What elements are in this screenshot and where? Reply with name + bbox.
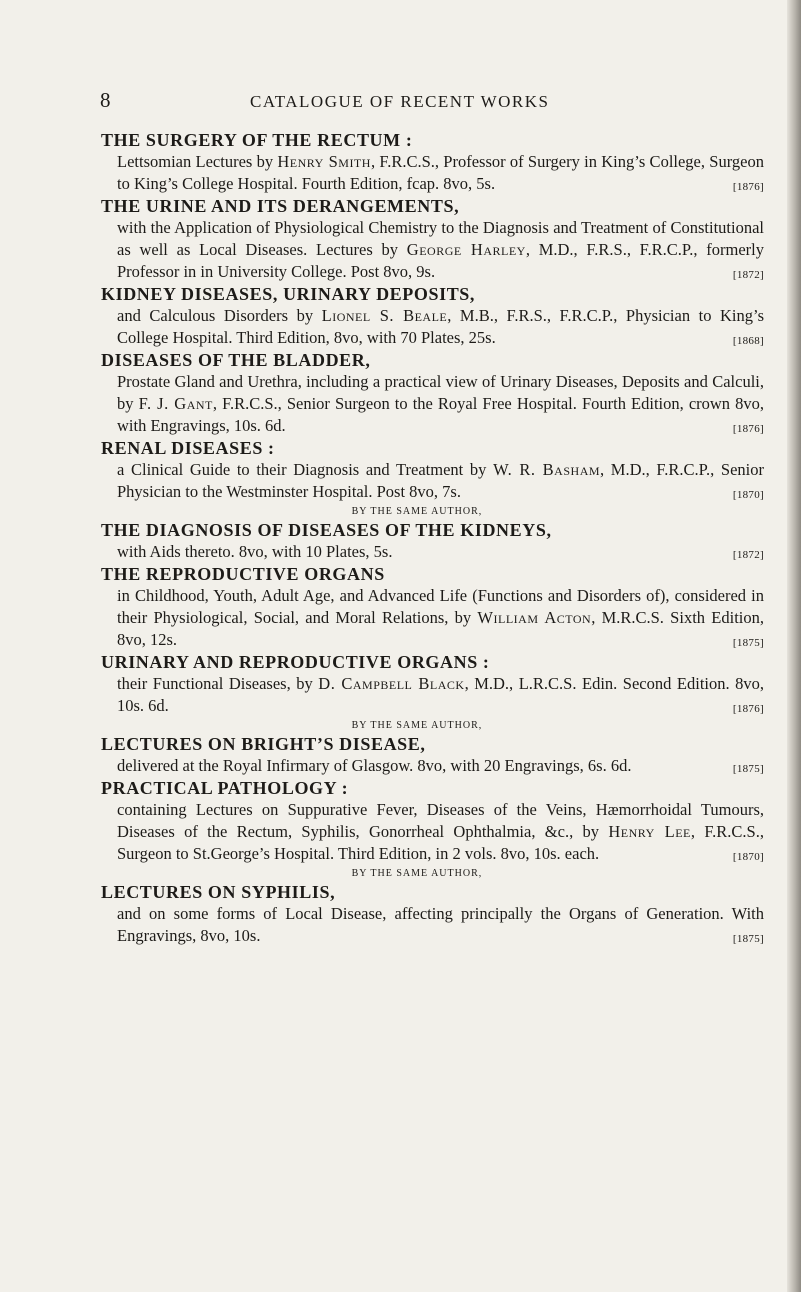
catalogue-entry (101, 777, 764, 865)
entry-author: George Harley (406, 240, 526, 259)
entry-text: containing Lectures on Suppurative Fever, Diseases of the Veins, Hæmorrhoidal Tumours, Diseases of the Rectum, Syphilis, Gonorrheal Ophthalmia, &c., by (117, 800, 764, 841)
entry-text-continued: , F.R.C.S., Senior Surgeon to the Royal Free Hospital. Fourth Edition, crown 8vo, with Engravings, 10s. 6d. (117, 394, 765, 435)
entry-title: THE URINE AND ITS DERANGEMENTS, (101, 196, 460, 216)
entry-text: with the Application of Physiological Chemistry to the Diagnosis and Treatment of Constitutional as well as Local Diseases. Lectures by (117, 218, 764, 259)
page-number: 8 (100, 88, 111, 112)
catalogue-entry (101, 563, 764, 651)
entry-text-continued: , M.D., L.R.C.S. Edin. Second Edition. 8vo, 10s. 6d. (117, 674, 765, 715)
running-header (0, 88, 801, 118)
entry-text: in Childhood, Youth, Adult Age, and Advanced Life (Functions and Disorders of), considered in their Physiological, Social, and Moral Relations, by (117, 586, 764, 627)
entry-year: [1875] (732, 933, 764, 945)
entry-author: D. Campbell Black (318, 674, 465, 693)
catalogue-list (101, 129, 764, 950)
entry-author: F. J. Gant (138, 394, 213, 413)
entry-description (101, 541, 764, 563)
catalogue-entry (101, 349, 764, 437)
entry-year: [1876] (732, 181, 764, 193)
entry-text-continued: , F.R.C.S., Professor of Surgery in King’s College, Surgeon to King’s College Hospital. Fourth Edition, fcap. 8vo, 5s. (117, 152, 764, 193)
entry-description (101, 673, 764, 717)
entry-title: THE REPRODUCTIVE ORGANS (101, 564, 385, 584)
catalogue-entry (101, 195, 764, 283)
entry-year: [1875] (732, 763, 764, 775)
entry-text: Prostate Gland and Urethra, including a practical view of Urinary Diseases, Deposits and Calculi, by (117, 372, 764, 413)
catalogue-entry (101, 283, 764, 349)
entry-description (101, 903, 764, 947)
entry-author: Henry Lee (608, 822, 691, 841)
entry-year: [1868] (732, 335, 764, 347)
entry-title: THE DIAGNOSIS OF DISEASES OF THE KIDNEYS, (101, 520, 552, 540)
catalogue-entry (101, 867, 764, 947)
same-author-byline: BY THE SAME AUTHOR, (351, 868, 483, 879)
catalogue-entry (101, 437, 764, 503)
entry-year: [1876] (732, 703, 764, 715)
catalogue-entry (101, 129, 764, 195)
catalogue-entry (101, 651, 764, 717)
entry-author: Henry Smith (277, 152, 371, 171)
entry-text: their Functional Diseases, by (117, 674, 319, 693)
entry-author: William Acton (477, 608, 592, 627)
entry-text-continued: , M.D., F.R.S., F.R.C.P., formerly Professor in in University College. Post 8vo, 9s. (117, 240, 764, 281)
entry-description (101, 459, 764, 503)
entry-text-continued: , F.R.C.S., Surgeon to St.George’s Hospital. Third Edition, in 2 vols. 8vo, 10s. each. (117, 822, 764, 863)
entry-text: and Calculous Disorders by (117, 306, 322, 325)
entry-description (101, 305, 764, 349)
entry-year: [1870] (732, 851, 764, 863)
entry-text: and on some forms of Local Disease, affecting principally the Organs of Generation. With Engravings, 8vo, 10s. (117, 904, 764, 945)
running-title: CATALOGUE OF RECENT WORKS (250, 92, 550, 111)
entry-year: [1870] (732, 489, 764, 501)
same-author-byline: BY THE SAME AUTHOR, (351, 506, 483, 517)
entry-year: [1872] (732, 549, 764, 561)
entry-description (101, 217, 764, 283)
entry-year: [1872] (732, 269, 764, 281)
entry-text: with Aids thereto. 8vo, with 10 Plates, 5s. (117, 542, 393, 561)
entry-description (101, 585, 764, 651)
entry-title: PRACTICAL PATHOLOGY : (101, 778, 349, 798)
entry-text-continued: , M.D., F.R.C.P., Senior Physician to the Westminster Hospital. Post 8vo, 7s. (117, 460, 764, 501)
catalogue-entry (101, 719, 764, 777)
entry-title: DISEASES OF THE BLADDER, (101, 350, 371, 370)
catalogue-entry (101, 505, 764, 563)
entry-text: Lettsomian Lectures by (117, 152, 278, 171)
same-author-byline: BY THE SAME AUTHOR, (351, 720, 483, 731)
entry-title: KIDNEY DISEASES, URINARY DEPOSITS, (101, 284, 476, 304)
entry-text-continued: , M.B., F.R.S., F.R.C.P., Physician to King’s College Hospital. Third Edition, 8vo, with 70 Plates, 25s. (117, 306, 765, 347)
entry-description (101, 755, 764, 777)
entry-title: LECTURES ON SYPHILIS, (101, 882, 336, 902)
entry-text: delivered at the Royal Infirmary of Glasgow. 8vo, with 20 Engravings, 6s. 6d. (117, 756, 632, 775)
entry-title: THE SURGERY OF THE RECTUM : (101, 130, 413, 150)
entry-title: RENAL DISEASES : (101, 438, 275, 458)
entry-text-continued: , M.R.C.S. Sixth Edition, 8vo, 12s. (117, 608, 764, 649)
entry-text: a Clinical Guide to their Diagnosis and Treatment by (117, 460, 494, 479)
entry-title: URINARY AND REPRODUCTIVE ORGANS : (101, 652, 490, 672)
entry-author: Lionel S. Beale (321, 306, 448, 325)
entry-description (101, 799, 764, 865)
entry-year: [1875] (732, 637, 764, 649)
entry-title: LECTURES ON BRIGHT’S DISEASE, (101, 734, 426, 754)
page-edge-shadow (787, 0, 801, 1292)
entry-year: [1876] (732, 423, 764, 435)
entry-description (101, 151, 764, 195)
entry-description (101, 371, 764, 437)
entry-author: W. R. Basham (493, 460, 601, 479)
